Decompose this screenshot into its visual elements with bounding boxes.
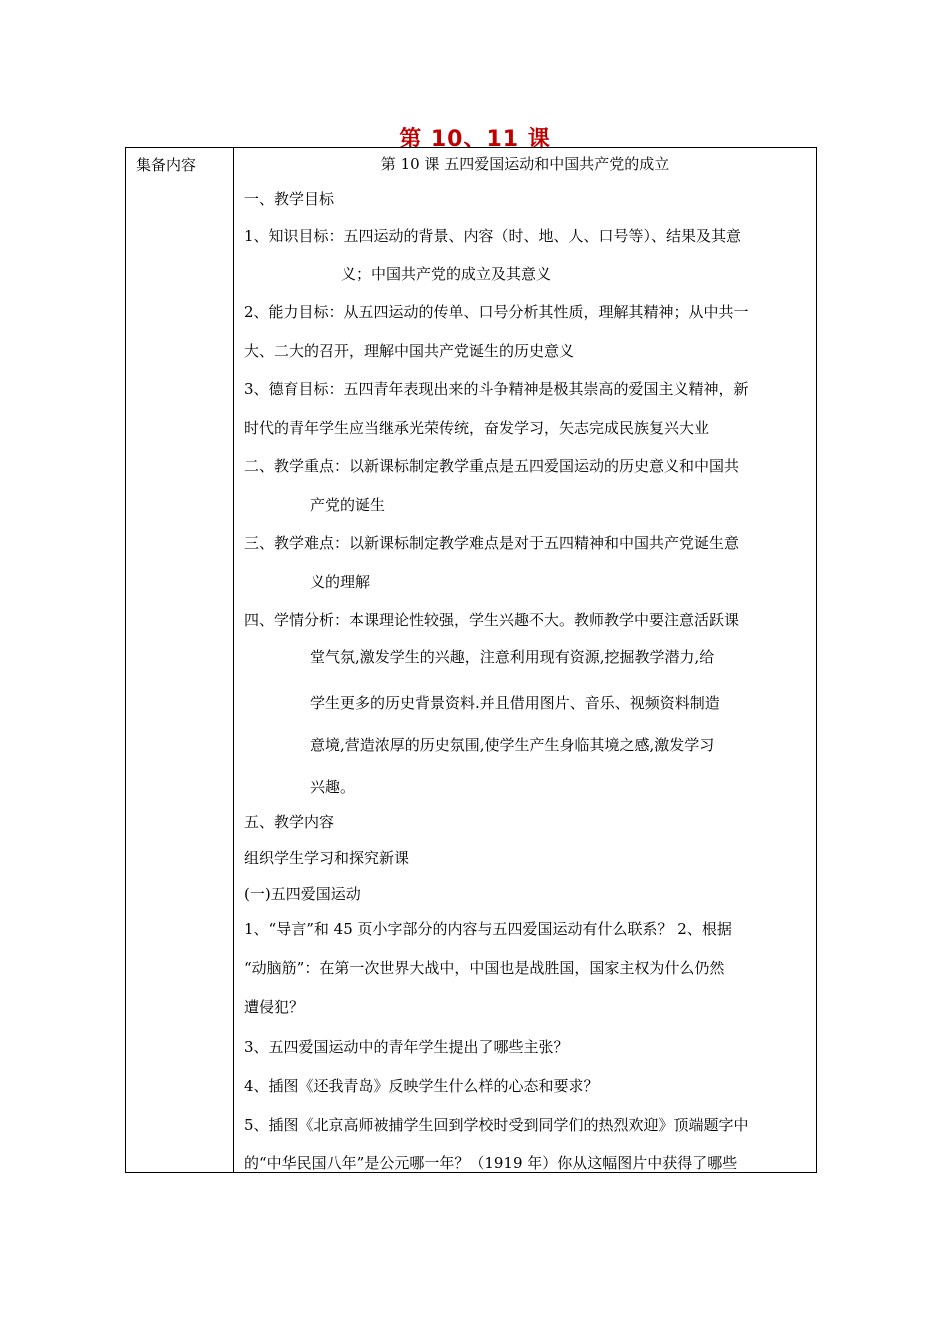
question-line: 4、插图《还我青岛》反映学生什么样的心态和要求？ [244,1077,599,1095]
text-line: 大、二大的召开，理解中国共产党诞生的历史意义 [244,342,575,360]
text-line: 1、知识目标：五四运动的背景、内容（时、地、人、口号等）、结果及其意 [244,227,742,245]
question-line: 遭侵犯？ [244,998,305,1016]
text-line: 2、能力目标：从五四运动的传单、口号分析其性质，理解其精神；从中共一 [244,303,749,321]
text-line: 堂气氛,激发学生的兴趣，注意利用现有资源,挖掘教学潜力,给 [310,648,715,666]
text-line: 学生更多的历史背景资料.并且借用图片、音乐、视频资料制造 [310,694,720,712]
text-line: 时代的青年学生应当继承光荣传统，奋发学习，矢志完成民族复兴大业 [244,419,710,437]
text-line: 义；中国共产党的成立及其意义 [341,265,552,283]
section-heading: 一、教学目标 [244,190,335,208]
document-title: 第 10、11 课 [399,127,551,152]
text-line: 意境,营造浓厚的历史氛围,使学生产生身临其境之感,激发学习 [310,736,715,754]
question-line: 1、“导言”和 45 页小字部分的内容与五四爱国运动有什么联系？ 2、根据 [244,920,732,938]
section-heading: 五、教学内容 [244,813,335,831]
text-line: 3、德育目标：五四青年表现出来的斗争精神是极其崇高的爱国主义精神，新 [244,380,749,398]
text-line: 组织学生学习和探究新课 [244,849,410,867]
row-label: 集备内容 [136,156,197,174]
text-line: 兴趣。 [310,778,356,796]
section-heading: (一)五四爱国运动 [244,885,361,903]
question-line: 的“中华民国八年”是公元哪一年？（1919 年）你从这幅图片中获得了哪些 [244,1154,738,1172]
question-line: 5、插图《北京高师被捕学生回到学校时受到同学们的热烈欢迎》顶端题字中 [244,1116,749,1134]
section-heading: 二、教学重点：以新课标制定教学重点是五四爱国运动的历史意义和中国共 [244,457,740,475]
question-line: 3、五四爱国运动中的青年学生提出了哪些主张？ [244,1038,569,1056]
section-heading: 四、学情分析：本课理论性较强，学生兴趣不大。教师教学中要注意活跃课 [244,611,740,629]
lesson-plan-table [125,147,817,1173]
column-divider [233,148,234,1172]
text-line: 产党的诞生 [310,496,386,514]
lesson-heading: 第 10 课 五四爱国运动和中国共产党的成立 [380,155,670,173]
text-line: 义的理解 [310,573,371,591]
section-heading: 三、教学难点：以新课标制定教学难点是对于五四精神和中国共产党诞生意 [244,534,740,552]
question-line: “动脑筋”：在第一次世界大战中，中国也是战胜国，国家主权为什么仍然 [244,959,725,977]
